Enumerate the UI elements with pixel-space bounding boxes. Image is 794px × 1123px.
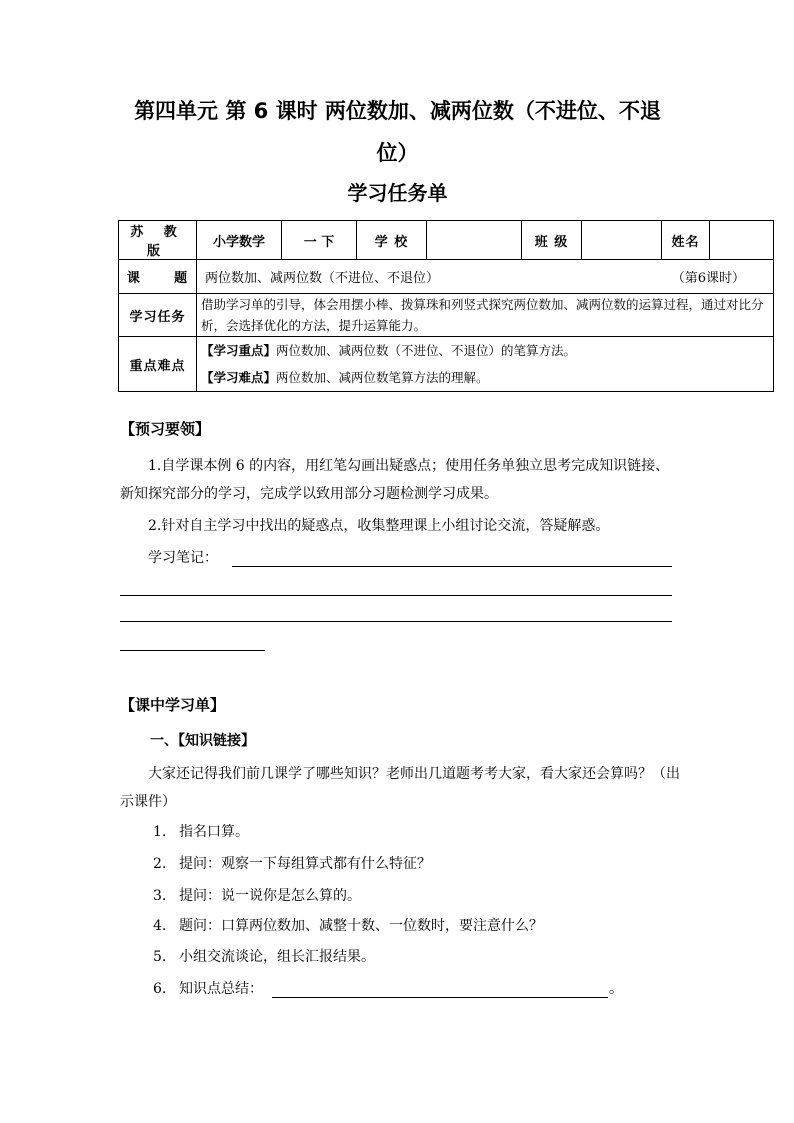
table-row: [119, 221, 774, 260]
table-row: [119, 260, 774, 294]
school-field[interactable]: [427, 221, 522, 260]
class-label: 班 级: [522, 221, 582, 260]
school-label: 学 校: [357, 221, 427, 260]
task-value: 借助学习单的引导，体会用摆小棒、拨算珠和列竖式探究两位数加、减两位数的运算过程，通过对比分析，会选择优化的方法，提升运算能力。: [197, 294, 774, 337]
key-point-tag: 【学习重点】: [201, 343, 277, 358]
summary-end-mark: 。: [609, 981, 623, 997]
notes-line[interactable]: [120, 650, 265, 651]
topic-value: 两位数加、减两位数（不进位、不退位）: [205, 271, 440, 286]
topic-label: 课 题: [119, 260, 197, 294]
lesson-info-table: [118, 220, 774, 392]
notes-line[interactable]: [120, 621, 672, 622]
key-points-label: 重点难点: [119, 337, 197, 392]
name-field[interactable]: [710, 221, 774, 260]
class-field[interactable]: [582, 221, 662, 260]
task-label: 学习任务: [119, 294, 197, 337]
preview-heading: 【预习要领】: [120, 420, 211, 438]
list-item: 2. 提问：观察一下每组算式都有什么特征？: [153, 856, 431, 872]
difficulty-text: 两位数加、减两位数笔算方法的理解。: [276, 370, 489, 385]
list-item: 6. 知识点总结：: [153, 981, 263, 997]
table-row: [119, 337, 774, 392]
lesson-number: （第6课时）: [671, 271, 745, 286]
document-subtitle: 学习任务单: [347, 181, 448, 205]
publisher-label: 苏 教 版: [119, 221, 197, 260]
grade-cell: 一 下: [282, 221, 357, 260]
subject-cell: 小学数学: [197, 221, 282, 260]
document-title-line2: 位）: [376, 141, 419, 165]
knowledge-link-heading: 一、【知识链接】: [150, 733, 255, 749]
notes-line[interactable]: [232, 566, 672, 567]
preview-paragraph-1: 1.自学课本例 6 的内容，用红笔勾画出疑惑点；使用任务单独立思考完成知识链接、新知探究部分的学习，完成学以致用部分习题检测学习成果。: [120, 458, 670, 502]
document-title-line1: 第四单元 第 6 课时 两位数加、减两位数（不进位、不退: [134, 99, 661, 123]
notes-line[interactable]: [120, 595, 672, 596]
difficulty-tag: 【学习难点】: [201, 370, 277, 385]
topic-cell: [197, 260, 774, 294]
list-item: 5. 小组交流谈论，组长汇报结果。: [153, 949, 375, 965]
list-item: 1. 指名口算。: [153, 824, 249, 840]
table-row: [119, 294, 774, 337]
preview-paragraph-2: 2.针对自主学习中找出的疑惑点，收集整理课上小组讨论交流，答疑解惑。: [148, 518, 610, 534]
name-label: 姓名: [662, 221, 710, 260]
key-point-text: 两位数加、减两位数（不进位、不退位）的笔算方法。: [276, 343, 577, 358]
list-item: 3. 提问：说一说你是怎么算的。: [153, 888, 361, 904]
notes-label: 学习笔记：: [148, 550, 218, 566]
key-points-cell: [197, 337, 774, 392]
knowledge-link-intro: 大家还记得我们前几课学了哪些知识？老师出几道题考考大家，看大家还会算吗？（出示课件）: [120, 766, 680, 810]
summary-answer-line[interactable]: [272, 997, 608, 998]
list-item: 4. 题问：口算两位数加、减整十数、一位数时，要注意什么？: [153, 918, 543, 934]
class-sheet-heading: 【课中学习单】: [120, 696, 226, 714]
